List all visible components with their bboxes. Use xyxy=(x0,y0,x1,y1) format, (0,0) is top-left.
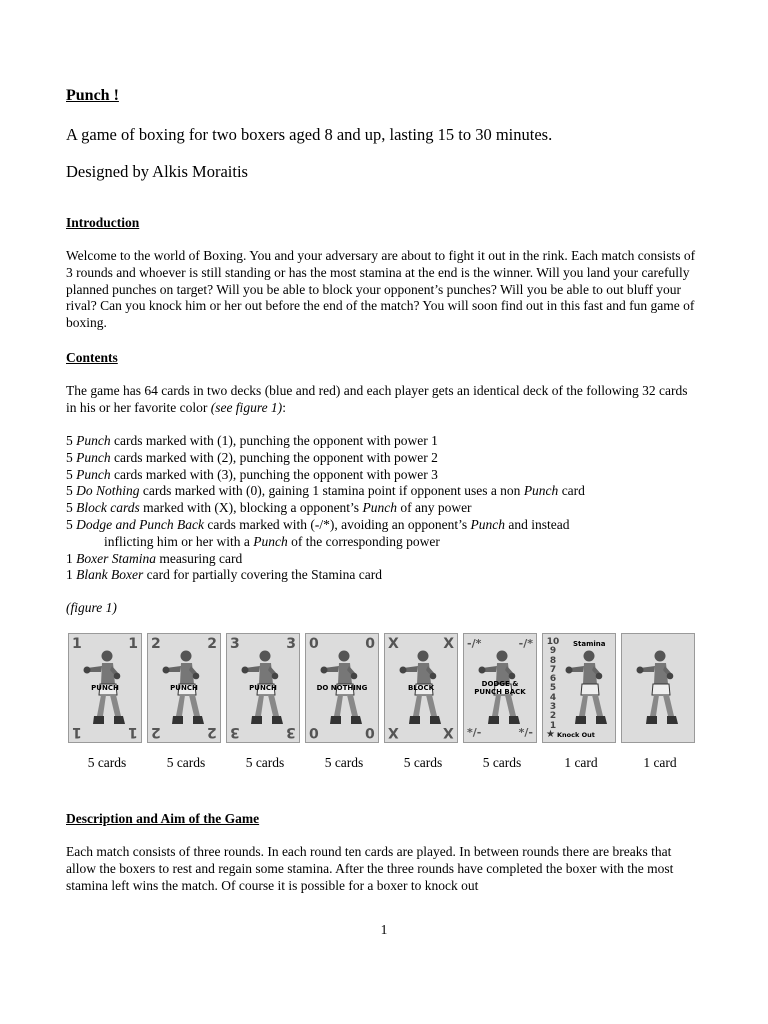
figure-reference: (see figure 1) xyxy=(210,399,283,415)
contents-list xyxy=(66,433,706,584)
punch-2-card: 2 2 PUNCH 2 2 xyxy=(147,633,221,743)
list-item: 5 Do Nothing cards marked with (0), gaining 1 stamina point if opponent uses a non Punch card xyxy=(66,483,585,499)
description-paragraph: Each match consists of three rounds. In each round ten cards are played. In between rounds there are breaks that allow the boxers to rest and regain some stamina. After the three rounds have completed the boxer with the most stamina left wins the match. Of course it is possible for a boxer to knock out xyxy=(66,844,674,893)
document-subtitle: A game of boxing for two boxers aged 8 and up, lasting 15 to 30 minutes. xyxy=(66,125,553,144)
figure-captions xyxy=(68,755,698,773)
card-caption: 5 cards xyxy=(87,755,127,770)
list-item: 5 Block cards marked with (X), blocking a opponent’s Punch of any power xyxy=(66,500,472,516)
block-card: X X BLOCK X X xyxy=(384,633,458,743)
list-item: 5 Punch cards marked with (3), punching the opponent with power 3 xyxy=(66,466,438,482)
introduction-paragraph: Welcome to the world of Boxing. You and your adversary are about to fight it out in the rink. Each match consists of 3 rounds and whoever is still standing or has the most stamina at the end is the winner. Will you land your carefully planned punches on target? Will you be able to block your opponent’s punches? Will you be able to out bluff your rival? Can you knock him or her out before the end of the match? You will soon find out in this fast and fun game of boxing. xyxy=(66,248,696,331)
dodge-punch-back-card: -/* -/* DODGE & PUNCH BACK */- */- xyxy=(463,633,537,743)
figure-label: (figure 1) xyxy=(66,600,117,615)
card-caption: 5 cards xyxy=(166,755,206,770)
do-nothing-card: 0 0 DO NOTHING 0 0 xyxy=(305,633,379,743)
punch-1-card: 1 1 PUNCH 1 1 xyxy=(68,633,142,743)
boxer-icon xyxy=(565,648,611,732)
punch-3-card: 3 3 PUNCH 3 3 xyxy=(226,633,300,743)
contents-heading: Contents xyxy=(66,350,118,365)
contents-intro xyxy=(66,383,700,417)
star-icon: ★ xyxy=(546,729,555,740)
knock-out-label: Knock Out xyxy=(557,731,595,739)
boxer-stamina-card xyxy=(542,633,616,743)
stamina-scale: 10 9 8 7 6 5 4 3 2 1 xyxy=(546,637,560,731)
page-number: 1 xyxy=(380,922,388,937)
card-caption: 1 card xyxy=(564,755,598,770)
card-caption: 5 cards xyxy=(324,755,364,770)
card-caption: 5 cards xyxy=(403,755,443,770)
list-item-continuation: inflicting him or her with a Punch of the corresponding power xyxy=(104,533,440,549)
card-caption: 5 cards xyxy=(482,755,522,770)
card-caption: 5 cards xyxy=(245,755,285,770)
designer-credit: Designed by Alkis Moraitis xyxy=(66,162,248,181)
list-item: 5 Punch cards marked with (2), punching the opponent with power 2 xyxy=(66,449,438,465)
list-item: 1 Blank Boxer card for partially covering the Stamina card xyxy=(66,567,383,583)
document-title: Punch ! xyxy=(66,87,119,104)
figure-1-cards xyxy=(68,633,698,745)
boxer-icon xyxy=(636,648,682,732)
blank-boxer-card xyxy=(621,633,695,743)
introduction-heading: Introduction xyxy=(66,215,140,230)
description-heading: Description and Aim of the Game xyxy=(66,811,260,826)
list-item: 5 Punch cards marked with (1), punching the opponent with power 1 xyxy=(66,433,438,448)
contents-intro-end: : xyxy=(282,399,286,415)
list-item: 5 Dodge and Punch Back cards marked with (-/*), avoiding an opponent’s Punch and instead xyxy=(66,516,570,532)
list-item: 1 Boxer Stamina measuring card xyxy=(66,550,243,566)
card-caption: 1 card xyxy=(643,755,677,770)
contents-intro-text: The game has 64 cards in two decks (blue and red) and each player gets an identical deck of the following 32 cards in his or her favorite color xyxy=(66,383,688,415)
stamina-title: Stamina xyxy=(573,640,606,648)
